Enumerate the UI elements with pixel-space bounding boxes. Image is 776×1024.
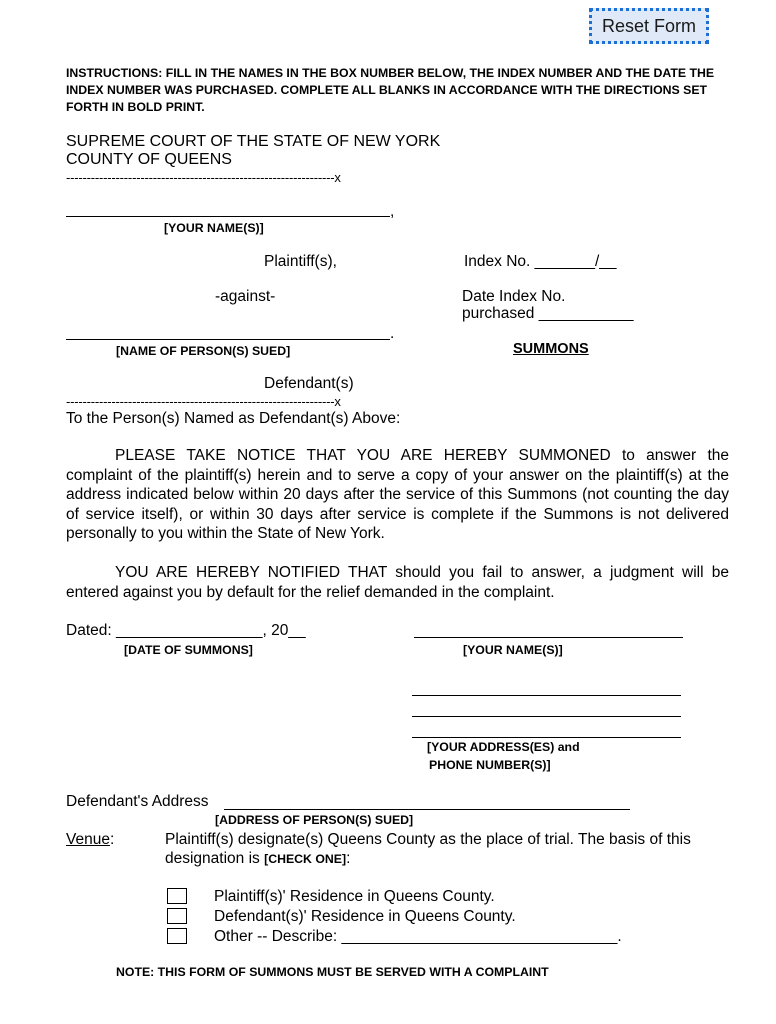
defendant-name-field[interactable] [66,339,390,340]
defendant-address-field[interactable] [224,809,630,810]
reset-form-button[interactable]: Reset Form [589,8,709,44]
date-index-label: Date Index No. [462,288,566,305]
comma: , [390,203,395,220]
default-paragraph: YOU ARE HEREBY NOTIFIED THAT should you fail to answer, a judgment will be entered against you by default for the relief demanded in the complaint. [66,564,729,601]
caption-divider-bottom: -----------------------------------------------------------------x [66,394,341,409]
venue-option-defendant: Defendant(s)' Residence in Queens County. [214,908,516,925]
instructions: INSTRUCTIONS: FILL IN THE NAMES IN THE BOX NUMBER BELOW, THE INDEX NUMBER AND THE DATE THE INDEX NUMBER WAS PURCHASED. COMPLETE ALL BLANKS IN ACCORDANCE WITH THE DIRECTIONS SET FORTH IN BOLD PRINT. [66,66,715,114]
note-text: NOTE: THIS FORM OF SUMMONS MUST BE SERVED WITH A COMPLAINT [116,965,549,979]
defendant-address-sub-label: [ADDRESS OF PERSON(S) SUED] [215,813,414,827]
address-line-1[interactable] [412,695,681,696]
address-line-3[interactable] [412,737,681,738]
caption-divider-top: -----------------------------------------------------------------x [66,170,341,185]
summons-title: SUMMONS [513,341,589,357]
signature-name-field[interactable] [414,637,683,638]
venue-option-other[interactable]: Other -- Describe: ________________________________. [214,928,622,945]
address-line-2[interactable] [412,716,681,717]
address-label-line2: PHONE NUMBER(S)] [429,758,551,772]
date-of-summons-label: [DATE OF SUMMONS] [124,643,253,657]
against-label: -against- [215,288,276,305]
address-label-line1: [YOUR ADDRESS(ES) and [427,740,580,754]
signature-name-label: [YOUR NAME(S)] [463,643,563,657]
venue-text-line2: designation is [CHECK ONE]: [165,850,351,867]
date-index-purchased-field[interactable]: purchased ___________ [462,305,634,322]
period: . [390,325,395,342]
venue-checkbox-plaintiff[interactable] [167,888,187,904]
defendants-label: Defendant(s) [264,375,354,392]
defendant-address-label: Defendant's Address [66,793,209,810]
sued-label: [NAME OF PERSON(S) SUED] [116,344,291,358]
index-number-field[interactable]: Index No. _______/__ [464,253,617,270]
court-county: COUNTY OF QUEENS [66,151,232,168]
venue-text-line1: Plaintiff(s) designate(s) Queens County as the place of trial. The basis of this [165,831,691,848]
venue-option-plaintiff: Plaintiff(s)' Residence in Queens County. [214,888,495,905]
to-defendants-line: To the Person(s) Named as Defendant(s) Above: [66,410,401,427]
notice-paragraph: PLEASE TAKE NOTICE THAT YOU ARE HEREBY SUMMONED to answer the complaint of the plaintiff(s) herein and to serve a copy of your answer on the plaintiff(s) at the address indicated below within 20 days after the service of this Summons (not counting the day of service itself), or within 30 days after service is complete if the Summons is not delivered personally to you within the State of New York. [66,447,729,543]
plaintiffs-label: Plaintiff(s), [264,253,337,270]
plaintiff-name-field[interactable] [66,216,390,217]
your-names-label: [YOUR NAME(S)] [164,221,264,235]
dated-field[interactable]: Dated: _________________, 20__ [66,622,306,639]
venue-checkbox-other[interactable] [167,928,187,944]
venue-label: Venue: [66,831,115,848]
court-name: SUPREME COURT OF THE STATE OF NEW YORK [66,133,441,150]
venue-checkbox-defendant[interactable] [167,908,187,924]
